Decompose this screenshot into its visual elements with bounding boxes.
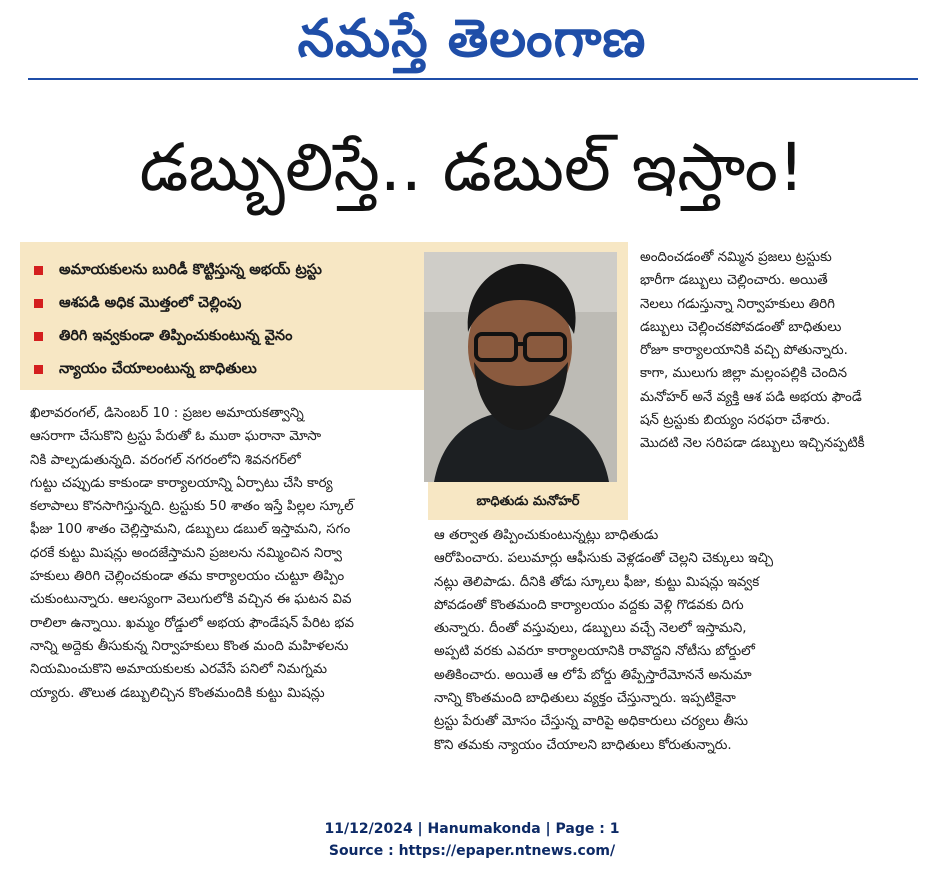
article-line: ట్రస్టు పేరుతో మోసం చేస్తున్న వారిపై అధికారులు చర్యలు తీసు (434, 714, 749, 730)
highlight-text: అమాయకులను బురిడీ కొట్టిస్తున్న అభయ్ ట్రస్టు (59, 262, 322, 278)
article-line: నెలలు గడుస్తున్నా నిర్వాహకులు తిరిగి (640, 296, 835, 312)
square-bullet-icon (34, 332, 43, 341)
photo-caption: బాధితుడు మనోహర్ (476, 494, 580, 509)
highlight-item (34, 254, 418, 287)
article-line: గుట్టు చప్పుడు కాకుండా కార్యాలయాన్ని ఏర్పాటు చేసి కార్య (30, 475, 333, 491)
article-column-right-bottom (434, 524, 926, 757)
article-line: ధరకే కుట్టు మిషన్లు అందజేస్తామని ప్రజలను నమ్మించిన నిర్వా (30, 545, 343, 561)
square-bullet-icon (34, 266, 43, 275)
article-column-left (30, 402, 420, 705)
article-line: నాన్ని కొంతమంది బాధితులు వ్యక్తం చేస్తున్నారు. ఇప్పటికైనా (434, 691, 736, 707)
article-headline: డబ్బులిస్తే.. డబుల్ ఇస్తాం! (139, 129, 805, 206)
article-line: షన్ ట్రస్టుకు బియ్యం సరఫరా చేశారు. (640, 413, 831, 429)
square-bullet-icon (34, 365, 43, 374)
article-line: తున్నారు. దీంతో వస్తువులు, డబ్బులు వచ్చే నెలలో ఇస్తామని, (434, 621, 747, 637)
victim-photo (424, 252, 617, 482)
masthead-rule (28, 78, 918, 80)
article-line: కలాపాలు కొనసాగిస్తున్నది. ట్రస్టుకు 50 శాతం ఇస్తే పిల్లల స్కూల్ (30, 499, 354, 515)
article-line: నియమించుకొని అమాయకులకు ఎరవేసే పనిలో నిమగ్నమ (30, 662, 328, 678)
newspaper-masthead: నమస్తే తెలంగాణ (297, 9, 647, 69)
article-line: య్యారు. తొలుత డబ్బులిచ్చిన కొంతమందికి కుట్టు మిషన్లు (30, 685, 325, 701)
article-line: కొని తమకు న్యాయం చేయాలని బాధితులు కోరుతున్నారు. (434, 737, 732, 753)
article-line: ఆ తర్వాత తిప్పించుకుంటున్నట్లు బాధితుడు (434, 528, 659, 543)
article-line: అతికించారు. అయితే ఆ లోపే బోర్డు తిప్పేస్తారేమోననే అనుమా (434, 667, 752, 683)
article-line: ఆరోపించారు. పలుమార్లు ఆఫీసుకు వెళ్లడంతో చెల్లని చెక్కులు ఇచ్చి (434, 551, 774, 567)
footer-edition-info: 11/12/2024 | Hanumakonda | Page : 1 (324, 821, 620, 837)
square-bullet-icon (34, 299, 43, 308)
highlight-text: ఆశపడి అధిక మొత్తంలో చెల్లింపు (59, 295, 242, 311)
page-footer (0, 818, 944, 862)
article-line: నాన్ని అద్దెకు తీసుకున్న నిర్వాహకులు కొంత మంది మహిళలను (30, 638, 349, 654)
article-line: రోజూ కార్యాలయానికి వచ్చి పోతున్నారు. (640, 343, 848, 359)
article-line: మనోహర్ అనే వ్యక్తి ఆశ పడి అభయ ఫౌండే (640, 389, 862, 405)
article-line: భారీగా డబ్బులు చెల్లించారు. అయితే (640, 273, 828, 289)
highlight-item (34, 353, 418, 386)
article-line: ఆసరాగా చేసుకొని ట్రస్టు పేరుతో ఓ ముఠా ఘరానా మోసా (30, 429, 322, 445)
article-line: హకులు తిరిగి చెల్లించకుండా తమ కార్యాలయం చుట్టూ తిప్పిం (30, 569, 345, 585)
article-line: ఖిలావరంగల్, డిసెంబర్ 10 : ప్రజల అమాయకత్వాన్ని (30, 406, 304, 421)
highlight-item (34, 320, 418, 353)
article-line: చుకుంటున్నారు. ఆలస్యంగా వెలుగులోకి వచ్చిన ఈ ఘటన వివ (30, 592, 352, 608)
highlights-box (20, 242, 428, 390)
article-line: అప్పటి వరకు ఎవరూ కార్యాలయానికి రావొద్దని నోటీసు బోర్డులో (434, 644, 755, 660)
highlight-text: న్యాయం చేయాలంటున్న బాధితులు (59, 361, 257, 377)
article-line: పోవడంతో కొంతమంది కార్యాలయం వద్దకు వెళ్లి గొడవకు దిగు (434, 597, 744, 613)
article-line: నట్లు తెలిపాడు. దీనికి తోడు స్కూలు ఫీజు, కుట్టు మిషన్లు ఇవ్వక (434, 574, 760, 590)
footer-source: Source : https://epaper.ntnews.com/ (328, 843, 616, 859)
article-line: మొదటి నెల సరిపడా డబ్బులు ఇచ్చినప్పటికీ (640, 436, 865, 452)
article-line: అందించడంతో నమ్మిన ప్రజలు ట్రస్టుకు (640, 250, 832, 265)
highlight-item (34, 287, 418, 320)
article-line: రాలిలా ఉన్నాయి. ఖమ్మం రోడ్డులో అభయ ఫౌండేషన్ పేరిట భవ (30, 615, 355, 631)
highlight-text: తిరిగి ఇవ్వకుండా తిప్పించుకుంటున్న వైనం (59, 328, 293, 344)
article-column-right-top (640, 246, 925, 456)
person-portrait-icon (424, 252, 617, 482)
article-line: కాగా, ములుగు జిల్లా మల్లంపల్లికి చెందిన (640, 366, 847, 382)
article-line: డబ్బులు చెల్లించకపోవడంతో బాధితులు (640, 319, 842, 335)
article-line: ఫీజు 100 శాతం చెల్లిస్తామని, డబ్బులు డబుల్ ఇస్తామని, సగం (30, 522, 351, 538)
article-line: నికి పాల్పడుతున్నది. వరంగల్ నగరంలోని శివనగర్‌లో (30, 452, 301, 468)
